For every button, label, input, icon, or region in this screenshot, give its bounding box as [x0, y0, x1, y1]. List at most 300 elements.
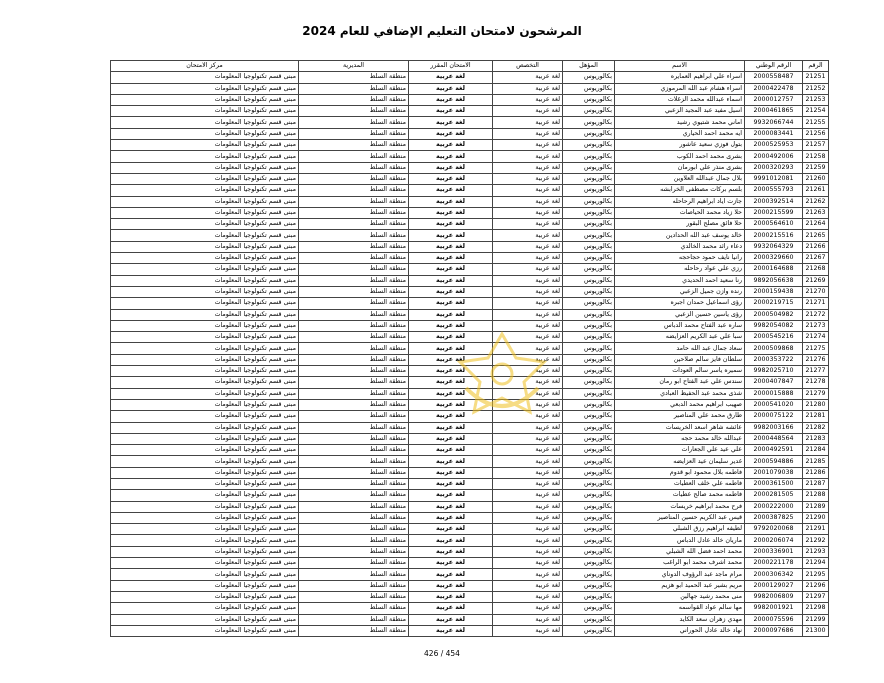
serial-cell: 21262 [803, 196, 829, 207]
table-row [111, 422, 829, 433]
name-cell: حلا زياد محمد الحياصات [615, 207, 745, 218]
table-row [111, 162, 829, 173]
serial-cell: 21251 [803, 72, 829, 83]
exam-cell: لغة عربية [409, 106, 493, 117]
name-cell: فاطمه محمد صالح عطيات [615, 490, 745, 501]
national-id-cell: 2000594886 [745, 456, 803, 467]
name-cell: فاطمه علي خلف العطيات [615, 478, 745, 489]
exam-center-cell: مبنى قسم تكنولوجيا المعلومات [111, 512, 299, 523]
name-cell: اسيل مفيد عبد المجيد الزعبي [615, 106, 745, 117]
exam-cell: لغة عربية [409, 94, 493, 105]
serial-cell: 21252 [803, 83, 829, 94]
serial-cell: 21271 [803, 298, 829, 309]
serial-cell: 21272 [803, 309, 829, 320]
specialization-cell: لغة عربية [493, 546, 563, 557]
exam-cell: لغة عربية [409, 366, 493, 377]
serial-cell: 21276 [803, 354, 829, 365]
exam-center-cell: مبنى قسم تكنولوجيا المعلومات [111, 524, 299, 535]
qualification-cell: بكالوريوس [563, 298, 615, 309]
exam-cell: لغة عربية [409, 207, 493, 218]
qualification-cell: بكالوريوس [563, 467, 615, 478]
exam-center-cell: مبنى قسم تكنولوجيا المعلومات [111, 185, 299, 196]
exam-center-cell: مبنى قسم تكنولوجيا المعلومات [111, 275, 299, 286]
exam-cell: لغة عربية [409, 275, 493, 286]
qualification-cell: بكالوريوس [563, 219, 615, 230]
exam-center-cell: مبنى قسم تكنولوجيا المعلومات [111, 614, 299, 625]
qualification-cell: بكالوريوس [563, 83, 615, 94]
name-cell: صهيب ابراهيم محمد الدبعي [615, 399, 745, 410]
serial-cell: 21279 [803, 388, 829, 399]
serial-cell: 21253 [803, 94, 829, 105]
directorate-cell: منطقة السلط [299, 512, 409, 523]
table-row [111, 512, 829, 523]
exam-center-cell: مبنى قسم تكنولوجيا المعلومات [111, 151, 299, 162]
qualification-cell: بكالوريوس [563, 151, 615, 162]
exam-center-cell: مبنى قسم تكنولوجيا المعلومات [111, 320, 299, 331]
specialization-cell: لغة عربية [493, 445, 563, 456]
name-cell: سعاد جمال عبد الله حامد [615, 343, 745, 354]
specialization-cell: لغة عربية [493, 309, 563, 320]
serial-cell: 21288 [803, 490, 829, 501]
directorate-cell: منطقة السلط [299, 354, 409, 365]
specialization-cell: لغة عربية [493, 128, 563, 139]
serial-cell: 21284 [803, 445, 829, 456]
specialization-cell: لغة عربية [493, 140, 563, 151]
serial-cell: 21269 [803, 275, 829, 286]
serial-cell: 21254 [803, 106, 829, 117]
directorate-cell: منطقة السلط [299, 230, 409, 241]
serial-cell: 21258 [803, 151, 829, 162]
table-row [111, 309, 829, 320]
exam-center-cell: مبنى قسم تكنولوجيا المعلومات [111, 411, 299, 422]
table-row [111, 241, 829, 252]
specialization-cell: لغة عربية [493, 230, 563, 241]
exam-cell: لغة عربية [409, 524, 493, 535]
directorate-cell: منطقة السلط [299, 467, 409, 478]
serial-cell: 21295 [803, 569, 829, 580]
serial-cell: 21275 [803, 343, 829, 354]
specialization-cell: لغة عربية [493, 591, 563, 602]
directorate-cell: منطقة السلط [299, 309, 409, 320]
directorate-cell: منطقة السلط [299, 162, 409, 173]
specialization-cell: لغة عربية [493, 433, 563, 444]
exam-center-cell: مبنى قسم تكنولوجيا المعلومات [111, 309, 299, 320]
exam-center-cell: مبنى قسم تكنولوجيا المعلومات [111, 445, 299, 456]
exam-center-cell: مبنى قسم تكنولوجيا المعلومات [111, 603, 299, 614]
serial-cell: 21257 [803, 140, 829, 151]
directorate-cell: منطقة السلط [299, 366, 409, 377]
national-id-cell: 9792020068 [745, 524, 803, 535]
serial-cell: 21296 [803, 580, 829, 591]
exam-center-cell: مبنى قسم تكنولوجيا المعلومات [111, 83, 299, 94]
national-id-cell: 9892056638 [745, 275, 803, 286]
table-row [111, 286, 829, 297]
national-id-cell: 2000448564 [745, 433, 803, 444]
directorate-cell: منطقة السلط [299, 94, 409, 105]
name-cell: فرح محمد ابراهيم خريسات [615, 501, 745, 512]
qualification-cell: بكالوريوس [563, 128, 615, 139]
qualification-cell: بكالوريوس [563, 433, 615, 444]
qualification-cell: بكالوريوس [563, 625, 615, 636]
national-id-cell: 2000407847 [745, 377, 803, 388]
page-number: 426 / 454 [424, 649, 460, 658]
directorate-cell: منطقة السلط [299, 275, 409, 286]
specialization-cell: لغة عربية [493, 241, 563, 252]
name-cell: محمد اشرف محمد ابو الراغب [615, 558, 745, 569]
specialization-cell: لغة عربية [493, 512, 563, 523]
directorate-cell: منطقة السلط [299, 264, 409, 275]
serial-cell: 21270 [803, 286, 829, 297]
table-row [111, 501, 829, 512]
qualification-cell: بكالوريوس [563, 603, 615, 614]
exam-center-cell: مبنى قسم تكنولوجيا المعلومات [111, 94, 299, 105]
serial-cell: 21256 [803, 128, 829, 139]
specialization-cell: لغة عربية [493, 343, 563, 354]
exam-cell: لغة عربية [409, 309, 493, 320]
qualification-cell: بكالوريوس [563, 253, 615, 264]
national-id-cell: 2000222000 [745, 501, 803, 512]
name-cell: قيس عبد الكريم حسين المناصير [615, 512, 745, 523]
header-specialization: التخصص [493, 61, 563, 72]
table-row [111, 377, 829, 388]
directorate-cell: منطقة السلط [299, 558, 409, 569]
table-row [111, 83, 829, 94]
qualification-cell: بكالوريوس [563, 614, 615, 625]
exam-center-cell: مبنى قسم تكنولوجيا المعلومات [111, 207, 299, 218]
directorate-cell: منطقة السلط [299, 185, 409, 196]
qualification-cell: بكالوريوس [563, 241, 615, 252]
specialization-cell: لغة عربية [493, 106, 563, 117]
qualification-cell: بكالوريوس [563, 230, 615, 241]
directorate-cell: منطقة السلط [299, 625, 409, 636]
qualification-cell: بكالوريوس [563, 320, 615, 331]
qualification-cell: بكالوريوس [563, 366, 615, 377]
national-id-cell: 2000306342 [745, 569, 803, 580]
directorate-cell: منطقة السلط [299, 241, 409, 252]
serial-cell: 21277 [803, 366, 829, 377]
qualification-cell: بكالوريوس [563, 72, 615, 83]
exam-cell: لغة عربية [409, 253, 493, 264]
directorate-cell: منطقة السلط [299, 399, 409, 410]
exam-cell: لغة عربية [409, 241, 493, 252]
specialization-cell: لغة عربية [493, 580, 563, 591]
national-id-cell: 9982006809 [745, 591, 803, 602]
directorate-cell: منطقة السلط [299, 411, 409, 422]
national-id-cell: 2000159438 [745, 286, 803, 297]
national-id-cell: 2000215599 [745, 207, 803, 218]
specialization-cell: لغة عربية [493, 411, 563, 422]
exam-center-cell: مبنى قسم تكنولوجيا المعلومات [111, 196, 299, 207]
header-qualification: المؤهل [563, 61, 615, 72]
table-row [111, 535, 829, 546]
directorate-cell: منطقة السلط [299, 72, 409, 83]
specialization-cell: لغة عربية [493, 253, 563, 264]
table-row [111, 433, 829, 444]
name-cell: سبا علي عبد الكريم العزايضه [615, 332, 745, 343]
name-cell: ايه محمد احمد الحياري [615, 128, 745, 139]
serial-cell: 21266 [803, 241, 829, 252]
national-id-cell: 2000422478 [745, 83, 803, 94]
table-row [111, 151, 829, 162]
serial-cell: 21282 [803, 422, 829, 433]
exam-center-cell: مبنى قسم تكنولوجيا المعلومات [111, 388, 299, 399]
table-row [111, 614, 829, 625]
serial-cell: 21273 [803, 320, 829, 331]
exam-cell: لغة عربية [409, 354, 493, 365]
exam-center-cell: مبنى قسم تكنولوجيا المعلومات [111, 140, 299, 151]
exam-center-cell: مبنى قسم تكنولوجيا المعلومات [111, 354, 299, 365]
name-cell: رانيا نايف حمود حجاحجه [615, 253, 745, 264]
name-cell: عائشه شاهر اسعد الخريسات [615, 422, 745, 433]
exam-cell: لغة عربية [409, 286, 493, 297]
national-id-cell: 2000492006 [745, 151, 803, 162]
qualification-cell: بكالوريوس [563, 501, 615, 512]
specialization-cell: لغة عربية [493, 366, 563, 377]
serial-cell: 21286 [803, 467, 829, 478]
exam-cell: لغة عربية [409, 456, 493, 467]
qualification-cell: بكالوريوس [563, 94, 615, 105]
exam-cell: لغة عربية [409, 490, 493, 501]
directorate-cell: منطقة السلط [299, 219, 409, 230]
directorate-cell: منطقة السلط [299, 253, 409, 264]
table-row [111, 399, 829, 410]
serial-cell: 21260 [803, 173, 829, 184]
specialization-cell: لغة عربية [493, 558, 563, 569]
exam-cell: لغة عربية [409, 625, 493, 636]
name-cell: اسماء عبدالله محمد الزغلات [615, 94, 745, 105]
exam-center-cell: مبنى قسم تكنولوجيا المعلومات [111, 230, 299, 241]
exam-cell: لغة عربية [409, 140, 493, 151]
exam-cell: لغة عربية [409, 614, 493, 625]
serial-cell: 21297 [803, 591, 829, 602]
national-id-cell: 2000564610 [745, 219, 803, 230]
exam-center-cell: مبنى قسم تكنولوجيا المعلومات [111, 478, 299, 489]
qualification-cell: بكالوريوس [563, 546, 615, 557]
table-row [111, 185, 829, 196]
national-id-cell: 2000075596 [745, 614, 803, 625]
qualification-cell: بكالوريوس [563, 535, 615, 546]
name-cell: فاطمه بلال محمود ابو قدوم [615, 467, 745, 478]
serial-cell: 21287 [803, 478, 829, 489]
qualification-cell: بكالوريوس [563, 388, 615, 399]
name-cell: منى محمد رشيد جهالين [615, 591, 745, 602]
specialization-cell: لغة عربية [493, 264, 563, 275]
exam-cell: لغة عربية [409, 580, 493, 591]
qualification-cell: بكالوريوس [563, 332, 615, 343]
exam-cell: لغة عربية [409, 264, 493, 275]
exam-cell: لغة عربية [409, 388, 493, 399]
directorate-cell: منطقة السلط [299, 422, 409, 433]
table-row [111, 366, 829, 377]
exam-center-cell: مبنى قسم تكنولوجيا المعلومات [111, 332, 299, 343]
header-directorate: المديرية [299, 61, 409, 72]
qualification-cell: بكالوريوس [563, 286, 615, 297]
exam-cell: لغة عربية [409, 558, 493, 569]
table-row [111, 106, 829, 117]
table-row [111, 524, 829, 535]
directorate-cell: منطقة السلط [299, 445, 409, 456]
specialization-cell: لغة عربية [493, 388, 563, 399]
qualification-cell: بكالوريوس [563, 354, 615, 365]
exam-center-cell: مبنى قسم تكنولوجيا المعلومات [111, 501, 299, 512]
table-row [111, 207, 829, 218]
header-name: الاسم [615, 61, 745, 72]
exam-center-cell: مبنى قسم تكنولوجيا المعلومات [111, 490, 299, 501]
exam-cell: لغة عربية [409, 162, 493, 173]
directorate-cell: منطقة السلط [299, 591, 409, 602]
table-row [111, 354, 829, 365]
national-id-cell: 2000541020 [745, 399, 803, 410]
exam-center-cell: مبنى قسم تكنولوجيا المعلومات [111, 286, 299, 297]
serial-cell: 21291 [803, 524, 829, 535]
national-id-cell: 2000545216 [745, 332, 803, 343]
table-row [111, 230, 829, 241]
exam-cell: لغة عربية [409, 467, 493, 478]
name-cell: جازت اياد ابراهيم الرحاحله [615, 196, 745, 207]
exam-cell: لغة عربية [409, 230, 493, 241]
table-row [111, 94, 829, 105]
qualification-cell: بكالوريوس [563, 343, 615, 354]
table-row [111, 140, 829, 151]
national-id-cell: 2000015888 [745, 388, 803, 399]
national-id-cell: 2000219715 [745, 298, 803, 309]
table-row [111, 478, 829, 489]
specialization-cell: لغة عربية [493, 196, 563, 207]
exam-center-cell: مبنى قسم تكنولوجيا المعلومات [111, 433, 299, 444]
directorate-cell: منطقة السلط [299, 388, 409, 399]
exam-center-cell: مبنى قسم تكنولوجيا المعلومات [111, 106, 299, 117]
directorate-cell: منطقة السلط [299, 478, 409, 489]
name-cell: بشرى محمد احمد الكوب [615, 151, 745, 162]
directorate-cell: منطقة السلط [299, 524, 409, 535]
specialization-cell: لغة عربية [493, 569, 563, 580]
national-id-cell: 2000361500 [745, 478, 803, 489]
specialization-cell: لغة عربية [493, 117, 563, 128]
exam-center-cell: مبنى قسم تكنولوجيا المعلومات [111, 117, 299, 128]
qualification-cell: بكالوريوس [563, 140, 615, 151]
exam-cell: لغة عربية [409, 72, 493, 83]
qualification-cell: بكالوريوس [563, 445, 615, 456]
table-row [111, 591, 829, 602]
qualification-cell: بكالوريوس [563, 117, 615, 128]
exam-cell: لغة عربية [409, 569, 493, 580]
directorate-cell: منطقة السلط [299, 106, 409, 117]
name-cell: حلا فائق مصلح البقور [615, 219, 745, 230]
serial-cell: 21259 [803, 162, 829, 173]
national-id-cell: 2000215516 [745, 230, 803, 241]
national-id-cell: 2000558487 [745, 72, 803, 83]
specialization-cell: لغة عربية [493, 72, 563, 83]
specialization-cell: لغة عربية [493, 332, 563, 343]
national-id-cell: 2000129027 [745, 580, 803, 591]
specialization-cell: لغة عربية [493, 467, 563, 478]
serial-cell: 21283 [803, 433, 829, 444]
directorate-cell: منطقة السلط [299, 173, 409, 184]
specialization-cell: لغة عربية [493, 320, 563, 331]
directorate-cell: منطقة السلط [299, 501, 409, 512]
exam-center-cell: مبنى قسم تكنولوجيا المعلومات [111, 241, 299, 252]
directorate-cell: منطقة السلط [299, 196, 409, 207]
table-row [111, 275, 829, 286]
national-id-cell: 2000320293 [745, 162, 803, 173]
exam-cell: لغة عربية [409, 151, 493, 162]
national-id-cell: 2000281505 [745, 490, 803, 501]
directorate-cell: منطقة السلط [299, 151, 409, 162]
exam-center-cell: مبنى قسم تكنولوجيا المعلومات [111, 591, 299, 602]
header-exam: الامتحان المقرر [409, 61, 493, 72]
directorate-cell: منطقة السلط [299, 569, 409, 580]
serial-cell: 21267 [803, 253, 829, 264]
specialization-cell: لغة عربية [493, 162, 563, 173]
table-row [111, 558, 829, 569]
table-row [111, 490, 829, 501]
directorate-cell: منطقة السلط [299, 83, 409, 94]
name-cell: بلال جمال عبدالله العلاوين [615, 173, 745, 184]
qualification-cell: بكالوريوس [563, 422, 615, 433]
candidates-table-container [110, 60, 828, 637]
exam-cell: لغة عربية [409, 117, 493, 128]
exam-center-cell: مبنى قسم تكنولوجيا المعلومات [111, 343, 299, 354]
specialization-cell: لغة عربية [493, 501, 563, 512]
specialization-cell: لغة عربية [493, 219, 563, 230]
national-id-cell: 2000353722 [745, 354, 803, 365]
exam-center-cell: مبنى قسم تكنولوجيا المعلومات [111, 625, 299, 636]
name-cell: سلطان فايز سالم صلاحين [615, 354, 745, 365]
directorate-cell: منطقة السلط [299, 456, 409, 467]
exam-center-cell: مبنى قسم تكنولوجيا المعلومات [111, 264, 299, 275]
qualification-cell: بكالوريوس [563, 377, 615, 388]
table-row [111, 298, 829, 309]
exam-cell: لغة عربية [409, 603, 493, 614]
national-id-cell: 2000012757 [745, 94, 803, 105]
name-cell: اماني محمد شتيوي رشيد [615, 117, 745, 128]
national-id-cell: 9982001921 [745, 603, 803, 614]
name-cell: سميره ياسر سالم العودات [615, 366, 745, 377]
name-cell: محمد احمد فضل الله الشبلي [615, 546, 745, 557]
national-id-cell: 2000504982 [745, 309, 803, 320]
directorate-cell: منطقة السلط [299, 320, 409, 331]
exam-center-cell: مبنى قسم تكنولوجيا المعلومات [111, 558, 299, 569]
specialization-cell: لغة عربية [493, 625, 563, 636]
national-id-cell: 9932066744 [745, 117, 803, 128]
qualification-cell: بكالوريوس [563, 309, 615, 320]
name-cell: شذى محمد عبد الحفيظ العبادي [615, 388, 745, 399]
qualification-cell: بكالوريوس [563, 591, 615, 602]
specialization-cell: لغة عربية [493, 354, 563, 365]
name-cell: مهدي زهران سعد الكايد [615, 614, 745, 625]
national-id-cell: 2000164688 [745, 264, 803, 275]
serial-cell: 21285 [803, 456, 829, 467]
exam-cell: لغة عربية [409, 185, 493, 196]
exam-cell: لغة عربية [409, 173, 493, 184]
name-cell: بتول فوزي سعيد عاشور [615, 140, 745, 151]
header-serial: الرقم [803, 61, 829, 72]
national-id-cell: 2000509868 [745, 343, 803, 354]
table-row [111, 456, 829, 467]
specialization-cell: لغة عربية [493, 185, 563, 196]
qualification-cell: بكالوريوس [563, 411, 615, 422]
table-row [111, 603, 829, 614]
serial-cell: 21261 [803, 185, 829, 196]
name-cell: اسراء علي ابراهيم العمايره [615, 72, 745, 83]
national-id-cell: 2000083441 [745, 128, 803, 139]
table-row [111, 332, 829, 343]
name-cell: نهاد خالد عادل الحوراني [615, 625, 745, 636]
name-cell: رزي علي عواد رحاحله [615, 264, 745, 275]
exam-cell: لغة عربية [409, 399, 493, 410]
exam-cell: لغة عربية [409, 377, 493, 388]
national-id-cell: 2000555793 [745, 185, 803, 196]
